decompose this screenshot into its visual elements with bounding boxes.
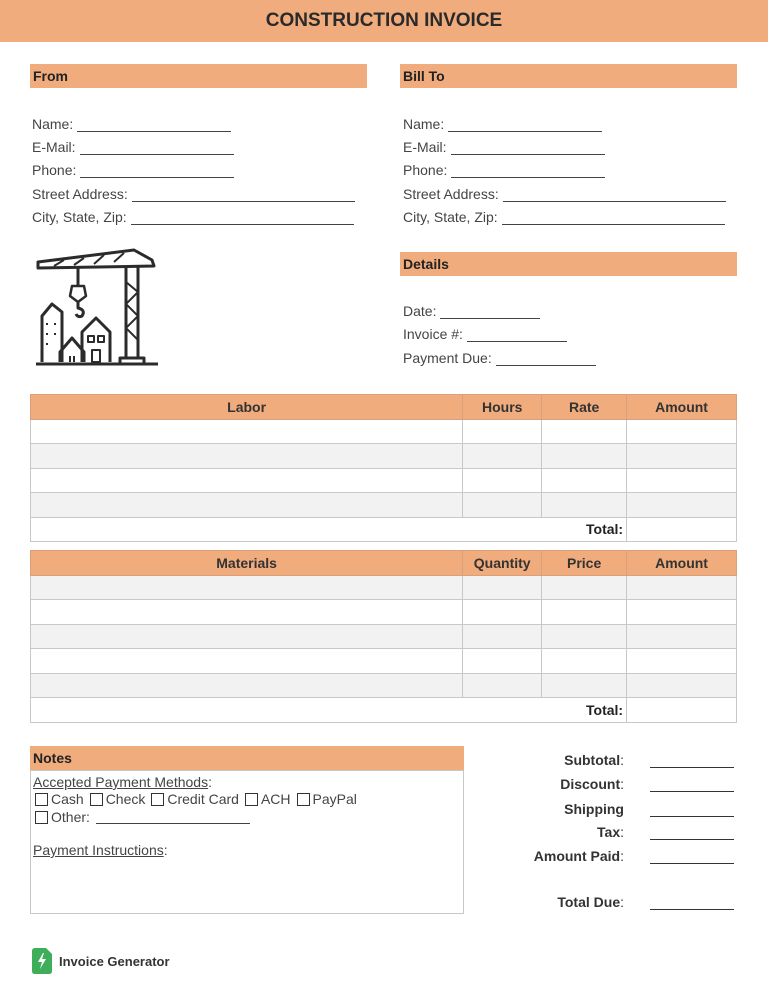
invoice-number-field[interactable]: Invoice #: — [403, 326, 567, 342]
material-description-cell[interactable] — [31, 575, 463, 600]
labor-description-cell[interactable] — [31, 444, 463, 469]
labor-total-row — [31, 517, 737, 542]
amount-cell[interactable] — [627, 600, 737, 625]
hours-cell[interactable] — [463, 419, 542, 444]
price-cell[interactable] — [542, 624, 627, 649]
amount-cell[interactable] — [627, 493, 737, 518]
hours-cell[interactable] — [463, 468, 542, 493]
amount-cell[interactable] — [627, 673, 737, 698]
shipping-value[interactable] — [650, 804, 734, 817]
quantity-column-header: Quantity — [463, 551, 542, 576]
accepted-payment-methods: Accepted Payment Methods : — [33, 774, 212, 790]
other-input[interactable] — [96, 811, 250, 824]
labor-description-cell[interactable] — [31, 419, 463, 444]
quantity-cell[interactable] — [463, 575, 542, 600]
hours-cell[interactable] — [463, 444, 542, 469]
table-row[interactable] — [31, 673, 737, 698]
table-row[interactable] — [31, 493, 737, 518]
notes-box[interactable] — [30, 770, 464, 914]
discount-value[interactable] — [650, 779, 734, 792]
materials-total-row — [31, 698, 737, 723]
discount-row: Discount: — [500, 772, 736, 792]
labor-column-header: Labor — [31, 395, 463, 420]
details-header: Details — [400, 252, 737, 276]
from-name-field[interactable]: Name: — [32, 116, 231, 132]
from-street-field[interactable]: Street Address: — [32, 186, 355, 202]
labor-amount-column-header: Amount — [627, 395, 737, 420]
cash-checkbox[interactable] — [35, 793, 48, 806]
amount-cell[interactable] — [627, 419, 737, 444]
quantity-cell[interactable] — [463, 600, 542, 625]
materials-amount-column-header: Amount — [627, 551, 737, 576]
rate-cell[interactable] — [542, 419, 627, 444]
table-row[interactable] — [31, 444, 737, 469]
material-description-cell[interactable] — [31, 673, 463, 698]
amount-cell[interactable] — [627, 649, 737, 674]
total-due-row: Total Due: — [500, 890, 736, 910]
payment-methods-row: Cash Check Credit Card ACH PayPal — [33, 791, 357, 807]
bill-to-name-field[interactable]: Name: — [403, 116, 602, 132]
material-description-cell[interactable] — [31, 649, 463, 674]
amount-paid-row: Amount Paid: — [500, 844, 736, 864]
crane-icon — [34, 246, 160, 370]
tax-row: Tax: — [500, 820, 736, 840]
lightning-bolt-icon — [32, 948, 52, 974]
quantity-cell[interactable] — [463, 649, 542, 674]
table-row[interactable] — [31, 600, 737, 625]
hours-column-header: Hours — [463, 395, 542, 420]
credit-card-checkbox[interactable] — [151, 793, 164, 806]
subtotal-label: Subtotal — [564, 752, 621, 768]
amount-paid-label: Amount Paid — [533, 848, 621, 864]
labor-total-cell[interactable] — [627, 517, 737, 542]
material-description-cell[interactable] — [31, 600, 463, 625]
table-row[interactable] — [31, 468, 737, 493]
from-header: From — [30, 64, 367, 88]
materials-total-label: Total: — [31, 698, 627, 723]
tax-value[interactable] — [650, 827, 734, 840]
table-row[interactable] — [31, 624, 737, 649]
subtotal-value[interactable] — [650, 755, 734, 768]
tax-label: Tax — [597, 824, 621, 840]
labor-description-cell[interactable] — [31, 468, 463, 493]
brand-name: Invoice Generator — [59, 953, 170, 969]
price-cell[interactable] — [542, 673, 627, 698]
payment-instructions: Payment Instructions : — [33, 842, 168, 858]
price-cell[interactable] — [542, 649, 627, 674]
price-cell[interactable] — [542, 600, 627, 625]
labor-header-row — [31, 395, 737, 420]
table-row[interactable] — [31, 649, 737, 674]
rate-cell[interactable] — [542, 444, 627, 469]
material-description-cell[interactable] — [31, 624, 463, 649]
bill-to-header: Bill To — [400, 64, 737, 88]
notes-header: Notes — [30, 746, 464, 770]
amount-cell[interactable] — [627, 444, 737, 469]
check-checkbox[interactable] — [90, 793, 103, 806]
amount-cell[interactable] — [627, 468, 737, 493]
total-due-value[interactable] — [650, 897, 734, 910]
bill-to-phone-field[interactable]: Phone: — [403, 162, 605, 178]
other-checkbox[interactable] — [35, 811, 48, 824]
total-due-label: Total Due — [557, 894, 621, 910]
rate-column-header: Rate — [542, 395, 627, 420]
rate-cell[interactable] — [542, 468, 627, 493]
shipping-row — [500, 797, 736, 817]
shipping-label: Shipping — [564, 801, 624, 817]
bill-to-email-field[interactable]: E-Mail: — [403, 139, 605, 155]
other-payment-row: Other: — [33, 809, 250, 825]
from-email-field[interactable]: E-Mail: — [32, 139, 234, 155]
bill-to-street-field[interactable]: Street Address: — [403, 186, 726, 202]
title-bar — [0, 0, 768, 42]
price-cell[interactable] — [542, 575, 627, 600]
labor-total-label: Total: — [31, 517, 627, 542]
amount-paid-value[interactable] — [650, 851, 734, 864]
date-field[interactable]: Date: — [403, 303, 540, 319]
table-row[interactable] — [31, 575, 737, 600]
rate-cell[interactable] — [542, 493, 627, 518]
subtotal-row: Subtotal: — [500, 748, 736, 768]
footer-brand[interactable] — [32, 948, 170, 974]
amount-cell[interactable] — [627, 624, 737, 649]
materials-column-header: Materials — [31, 551, 463, 576]
payment-due-field[interactable]: Payment Due: — [403, 350, 596, 366]
invoice-title: CONSTRUCTION INVOICE — [265, 10, 503, 31]
quantity-cell[interactable] — [463, 673, 542, 698]
hours-cell[interactable] — [463, 493, 542, 518]
labor-table — [30, 394, 737, 542]
quantity-cell[interactable] — [463, 624, 542, 649]
amount-cell[interactable] — [627, 575, 737, 600]
materials-total-cell[interactable] — [627, 698, 737, 723]
bill-to-city-field[interactable]: City, State, Zip: — [403, 209, 725, 225]
labor-description-cell[interactable] — [31, 493, 463, 518]
price-column-header: Price — [542, 551, 627, 576]
ach-checkbox[interactable] — [245, 793, 258, 806]
discount-label: Discount — [560, 776, 621, 792]
materials-header-row — [31, 551, 737, 576]
paypal-checkbox[interactable] — [297, 793, 310, 806]
from-city-field[interactable]: City, State, Zip: — [32, 209, 354, 225]
table-row[interactable] — [31, 419, 737, 444]
from-phone-field[interactable]: Phone: — [32, 162, 234, 178]
materials-table — [30, 550, 737, 723]
